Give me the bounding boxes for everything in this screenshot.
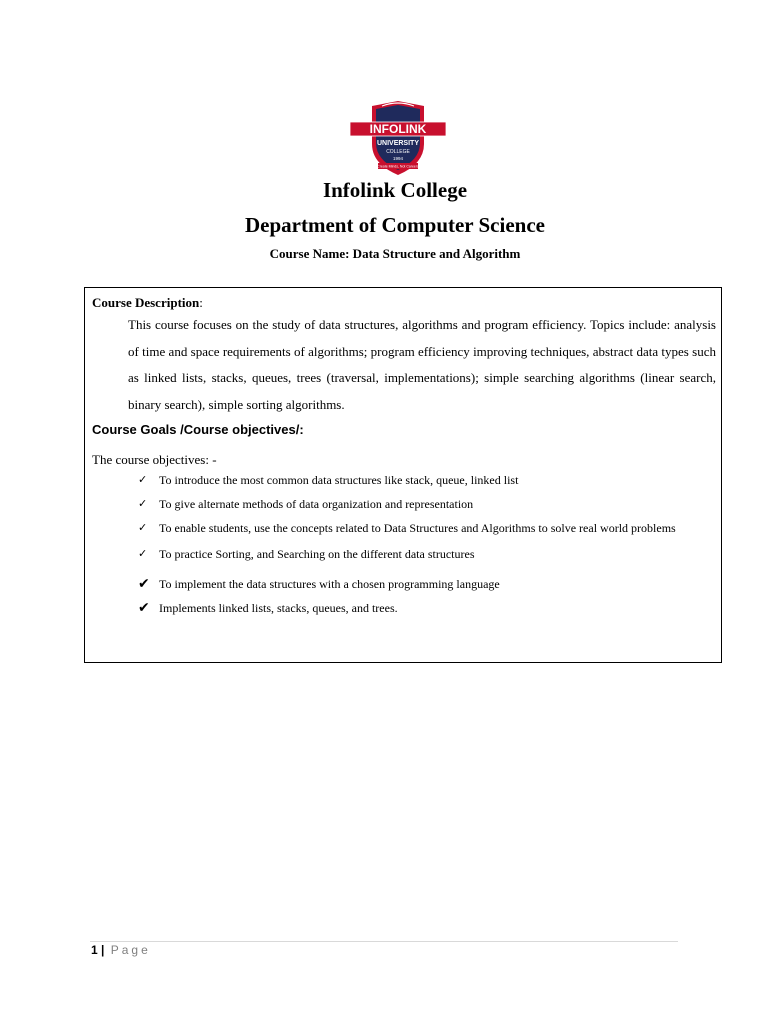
objectives-intro: The course objectives: - [92,452,217,467]
goals-heading: Course Goals /Course objectives/: [92,422,304,437]
course-info-box [84,287,722,663]
logo-year: 1994 [392,156,404,161]
footer-separator: | [101,943,105,957]
checkmark-icon: ✓ [138,547,148,560]
objective-text: To give alternate methods of data organization and representation [159,497,474,511]
checkmark-icon: ✓ [138,521,148,534]
description-label: Course Description [92,295,200,310]
objective-text: To implement the data structures with a chosen programming language [159,577,500,591]
objective-item [136,542,716,566]
page-footer [91,943,151,957]
course-name: Course Name: Data Structure and Algorithm [269,246,521,261]
logo-tagline: Create Minds, Not Careers [377,164,419,169]
college-title: Infolink College [322,178,468,202]
objective-item [136,492,716,516]
logo-line2: UNIVERSITY [376,140,420,147]
checkmark-icon: ✔ [138,576,150,592]
page-number: 1 [91,943,98,957]
objective-item [136,516,716,540]
objective-text: To enable students, use the concepts related to Data Structures and Algorithms to solve real world problems [159,521,676,535]
checkmark-icon: ✓ [138,497,148,510]
department-title: Department of Computer Science [245,213,545,237]
logo-name: INFOLINK [369,122,427,136]
objective-item [136,468,716,492]
objective-item [136,596,716,620]
description-heading [92,294,716,312]
logo-line3: COLLEGE [386,149,410,155]
course-info-content [92,294,716,620]
description-text: This course focuses on the study of data structures, algorithms and program efficiency. Topics include: analysis of time and space requirements of algorithms; program efficiency improving techniques, abstract data types such as linked lists, stacks, queues, trees (traversal, implementations); simple searching algorithms (linear search, binary search), simple sorting algorithms. [128,317,716,412]
footer-divider [90,941,678,942]
objective-text: To introduce the most common data structures like stack, queue, linked list [159,473,519,487]
description-colon: : [199,295,203,310]
objective-item [136,572,716,596]
objective-text: Implements linked lists, stacks, queues, and trees. [159,601,398,615]
checkmark-icon: ✓ [138,473,148,486]
checkmark-icon: ✔ [138,600,150,616]
college-logo [348,100,448,176]
page-word: Page [110,943,151,957]
objectives-list [136,468,716,620]
objective-text: To practice Sorting, and Searching on the different data structures [159,547,475,561]
